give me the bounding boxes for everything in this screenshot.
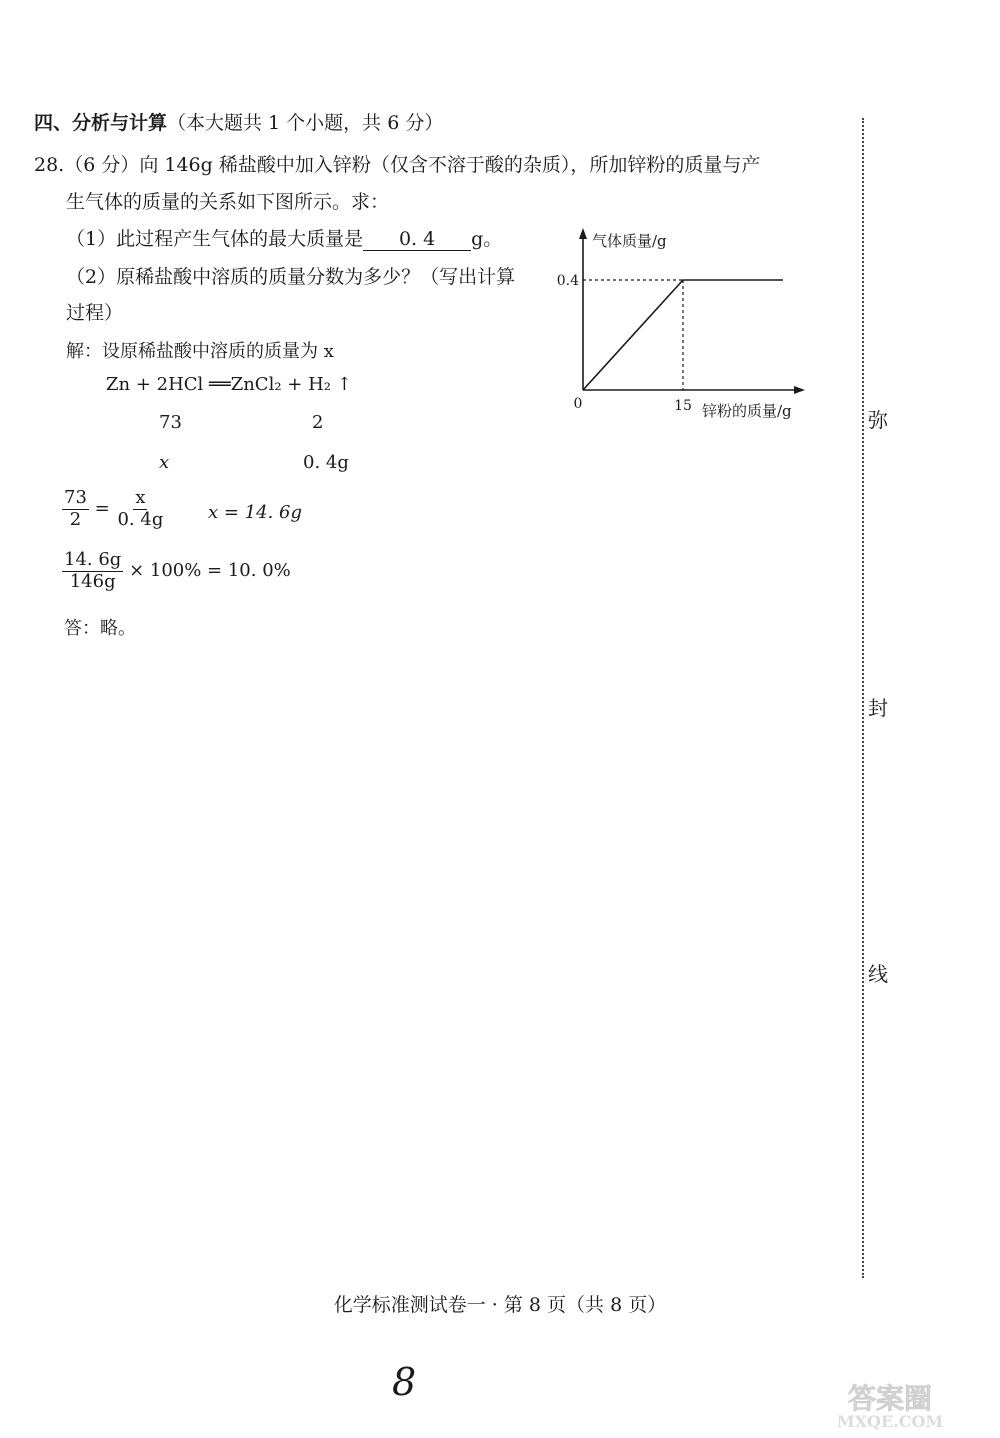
percentage-calculation bbox=[62, 550, 291, 592]
question-line-1: 28.（6 分）向 146g 稀盐酸中加入锌粉（仅含不溶于酸的杂质），所加锌粉的质量与产 bbox=[34, 154, 761, 176]
part1-suffix: g。 bbox=[471, 228, 503, 250]
x-result: x = 14. 6g bbox=[208, 502, 302, 523]
ratio-equation bbox=[62, 488, 165, 530]
x-axis-arrow-icon bbox=[794, 386, 805, 394]
seal-char-2: 封 bbox=[868, 696, 888, 720]
y-tick-label: 0.4 bbox=[556, 273, 579, 289]
question-line-2: 生气体的质量的关系如下图所示。求： bbox=[66, 191, 390, 213]
percentage-fraction bbox=[62, 550, 123, 592]
watermark-text: 答案圈 bbox=[847, 1382, 933, 1415]
watermark-logo bbox=[800, 1378, 980, 1430]
solution-intro: 解：设原稀盐酸中溶质的质量为 x bbox=[66, 341, 334, 362]
var-x: x bbox=[159, 452, 170, 473]
watermark-site: MXQE.COM bbox=[836, 1412, 944, 1430]
part1-answer-blank: 0. 4 bbox=[363, 228, 471, 251]
ratio-equals: = bbox=[94, 498, 110, 520]
chemical-equation: Zn + 2HCl ══ZnCl₂ + H₂ ↑ bbox=[106, 374, 352, 395]
y-axis-arrow-icon bbox=[579, 228, 587, 239]
page-footer: 化学标准测试卷一 · 第 8 页（共 8 页） bbox=[333, 1294, 667, 1316]
ratio-right-fraction bbox=[115, 488, 165, 530]
percentage-denominator: 146g bbox=[69, 570, 116, 592]
origin-label: 0 bbox=[573, 396, 583, 412]
mass-hcl: 73 bbox=[159, 412, 182, 433]
mass-h2: 2 bbox=[312, 412, 324, 433]
seal-char-3: 线 bbox=[868, 962, 888, 986]
section-heading bbox=[34, 108, 443, 135]
x-tick-label: 15 bbox=[674, 398, 692, 414]
handwritten-page-number: 8 bbox=[392, 1360, 417, 1404]
ratio-right-denominator: 0. 4g bbox=[117, 508, 164, 530]
question-part-1 bbox=[66, 224, 502, 251]
x-axis-label: 锌粉的质量/g bbox=[702, 402, 792, 420]
question-part-2-line-2: 过程） bbox=[66, 302, 124, 324]
question-part-2-line-1: （2）原稀盐酸中溶质的质量分数为多少？（写出计算 bbox=[66, 266, 516, 288]
ratio-right-numerator: x bbox=[135, 487, 146, 508]
answer-line: 答：略。 bbox=[64, 618, 136, 639]
section-note: （本大题共 1 个小题，共 6 分） bbox=[167, 112, 444, 134]
percentage-numerator: 14. 6g bbox=[64, 549, 122, 570]
seal-char-1: 弥 bbox=[868, 408, 888, 432]
ratio-left-denominator: 2 bbox=[69, 508, 82, 530]
ratio-left-numerator: 73 bbox=[64, 487, 87, 508]
percentage-result: × 100% = 10. 0% bbox=[129, 560, 291, 582]
section-title: 四、分析与计算 bbox=[34, 112, 168, 134]
var-h2: 0. 4g bbox=[303, 452, 349, 473]
gas-mass-chart bbox=[550, 222, 815, 422]
y-axis-label: 气体质量/g bbox=[592, 232, 667, 250]
part1-prefix: （1）此过程产生气体的最大质量是 bbox=[66, 228, 364, 250]
binding-dotted-line bbox=[862, 118, 864, 1278]
ratio-left-fraction bbox=[62, 488, 89, 530]
